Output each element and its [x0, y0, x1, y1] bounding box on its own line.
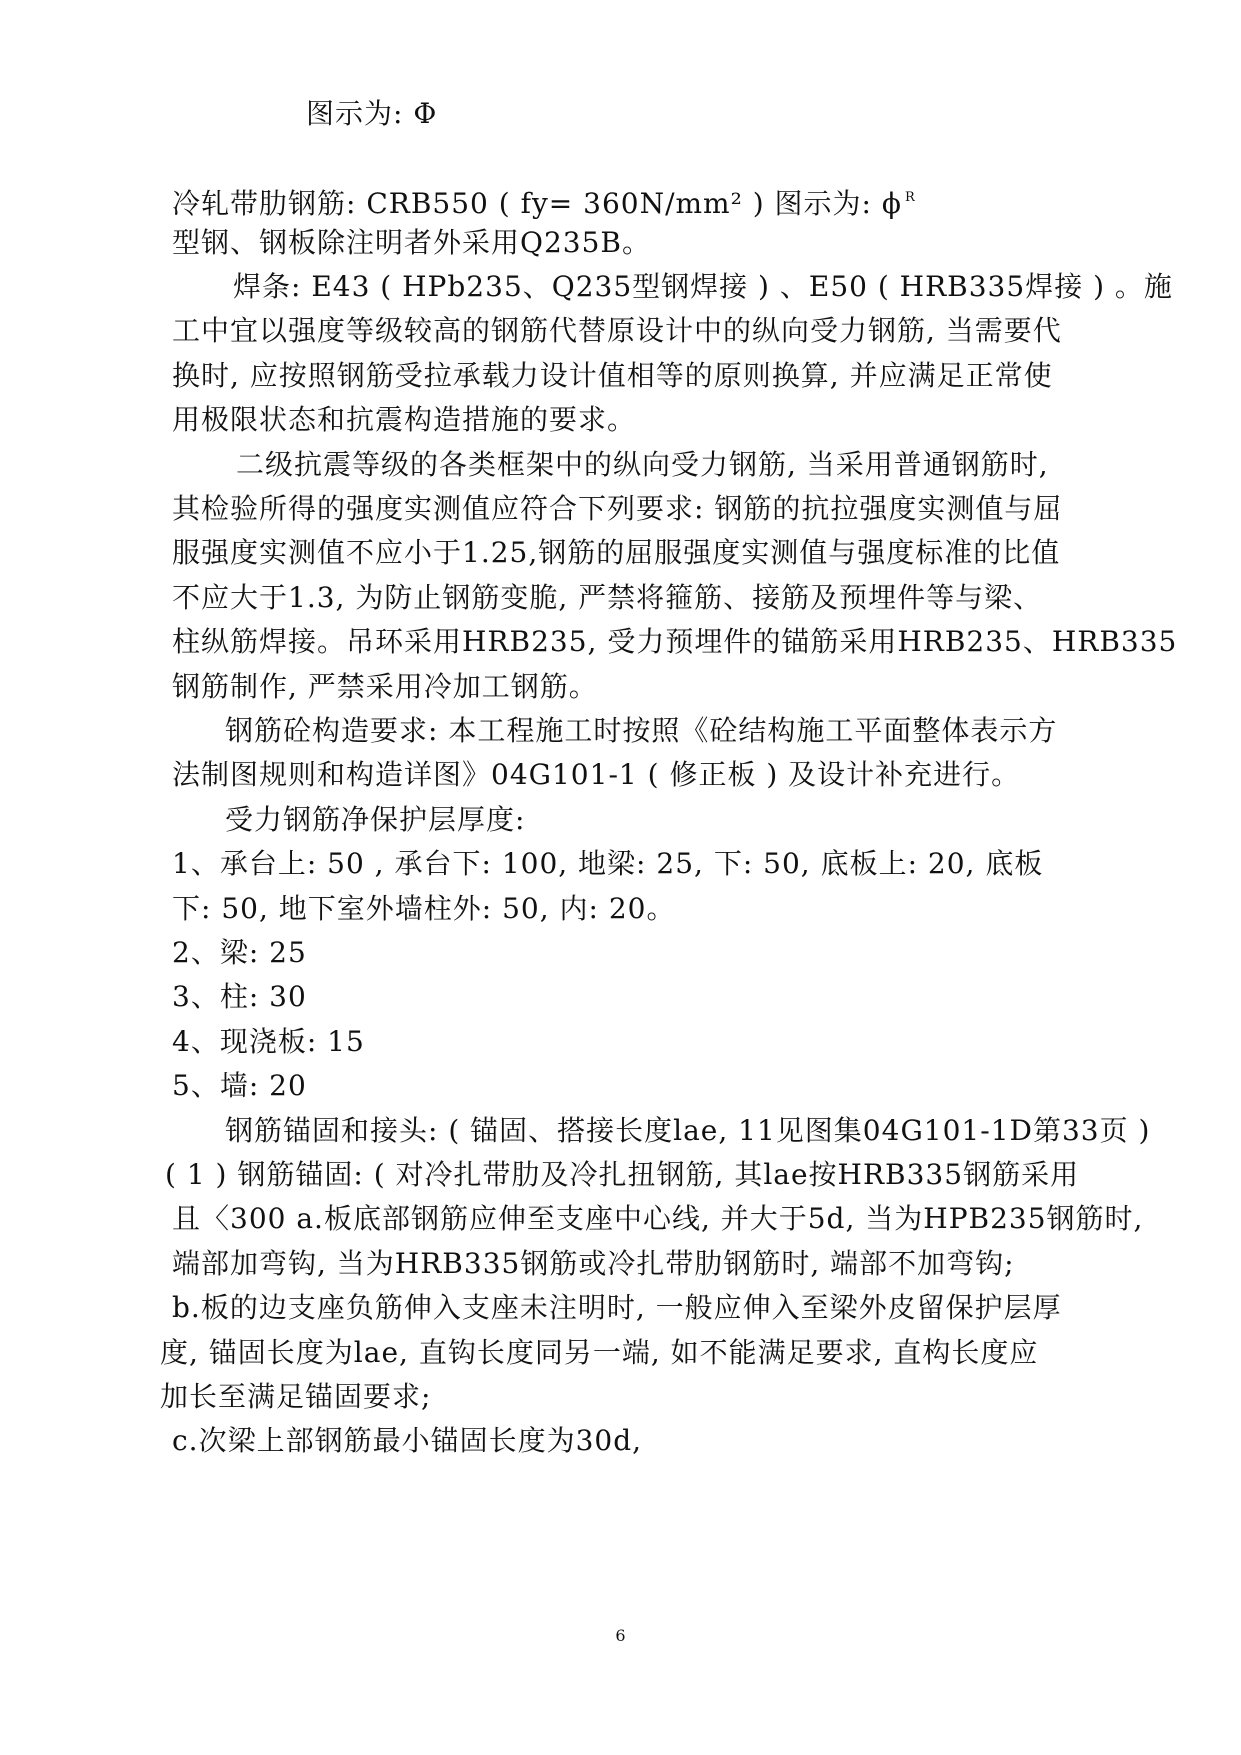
text-line: 二级抗震等级的各类框架中的纵向受力钢筋, 当采用普通钢筋时,: [236, 448, 1049, 481]
text-line: 换时, 应按照钢筋受拉承载力设计值相等的原则换算, 并应满足正常使: [172, 359, 1053, 392]
text-line: 用极限状态和抗震构造措施的要求。: [172, 403, 637, 436]
text-line: c.次梁上部钢筋最小锚固长度为30d,: [172, 1424, 643, 1457]
text-line: 加长至满足锚固要求;: [160, 1380, 432, 1413]
cold-rolled-rebar-line: 冷轧带肋钢筋: CRB550 ( fy= 360N/mm² ) 图示为: ϕ $^R$: [172, 187, 915, 220]
text-line: 其检验所得的强度实测值应符合下列要求: 钢筋的抗拉强度实测值与屈: [172, 492, 1063, 525]
anchorage-heading: 钢筋锚固和接头: ( 锚固、搭接长度lae, 11见图集04G101-1D第33页 ): [225, 1114, 1151, 1147]
list-item-2: 2、梁: 25: [172, 936, 307, 969]
text-line: 度, 锚固长度为lae, 直钩长度同另一端, 如不能满足要求, 直构长度应: [160, 1336, 1039, 1369]
list-item-4: 4、现浇板: 15: [172, 1025, 365, 1058]
list-item-5: 5、墙: 20: [172, 1069, 307, 1102]
text-line: ( 1 ) 钢筋锚固: ( 对冷扎带肋及冷扎扭钢筋, 其lae按HRB335钢筋采用: [165, 1158, 1080, 1191]
list-item-1: 1、承台上: 50 , 承台下: 100, 地梁: 25, 下: 50, 底板上: 20, 底板: [172, 847, 1044, 880]
list-item-1-continued: 下: 50, 地下室外墙柱外: 50, 内: 20。: [172, 892, 676, 925]
text-line: 服强度实测值不应小于1.25,钢筋的屈服强度实测值与强度标准的比值: [172, 536, 1061, 569]
text-line: 型钢、钢板除注明者外采用Q235B。: [172, 226, 651, 259]
text-line: 且〈300 a.板底部钢筋应伸至支座中心线, 并大于5d, 当为HPB235钢筋时,: [172, 1202, 1144, 1235]
text-line: 钢筋制作, 严禁采用冷加工钢筋。: [172, 670, 598, 703]
cover-thickness-heading: 受力钢筋净保护层厚度:: [225, 803, 526, 836]
text-line: 工中宜以强度等级较高的钢筋代替原设计中的纵向受力钢筋, 当需要代: [172, 314, 1062, 347]
symbol-line-phi: 图示为: Φ: [306, 97, 438, 130]
text-line: 端部加弯钩, 当为HRB335钢筋或冷扎带肋钢筋时, 端部不加弯钩;: [172, 1247, 1015, 1280]
superscript-r: R: [904, 190, 915, 205]
text-line: 柱纵筋焊接。吊环采用HRB235, 受力预埋件的锚筋采用HRB235、HRB335: [172, 625, 1178, 658]
page-number: 6: [615, 1626, 626, 1645]
text-line: 法制图规则和构造详图》04G101-1 ( 修正板 ) 及设计补充进行。: [172, 758, 1021, 791]
text-line: 不应大于1.3, 为防止钢筋变脆, 严禁将箍筋、接筋及预埋件等与梁、: [172, 581, 1043, 614]
text-line: 焊条: E43 ( HPb235、Q235型钢焊接 ) 、E50 ( HRB335焊接 ) 。施: [233, 270, 1173, 303]
text-line: b.板的边支座负筋伸入支座未注明时, 一般应伸入至梁外皮留保护层厚: [172, 1291, 1062, 1324]
text-line: 钢筋砼构造要求: 本工程施工时按照《砼结构施工平面整体表示方: [225, 714, 1058, 747]
list-item-3: 3、柱: 30: [172, 980, 307, 1013]
